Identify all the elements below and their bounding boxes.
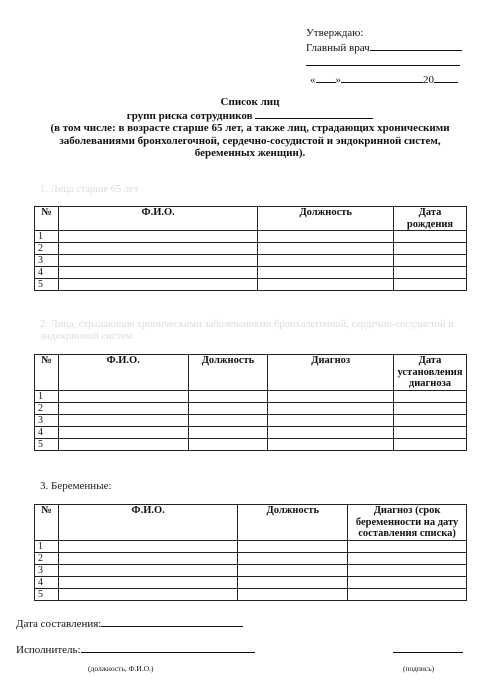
header-number: №	[35, 505, 59, 541]
header-number: №	[35, 207, 59, 231]
chief-name-line	[306, 55, 460, 66]
table-row: 3	[35, 414, 467, 426]
day-line	[316, 72, 336, 83]
approval-block	[306, 27, 462, 87]
table-row: 2	[35, 243, 467, 255]
date-close-quote: »	[335, 74, 341, 86]
section3-heading: 3. Беременные:	[40, 480, 112, 492]
signature-caption: (подпись)	[403, 664, 435, 673]
document-title	[40, 96, 460, 160]
section1-header-row	[35, 207, 467, 231]
section2-table	[34, 354, 467, 451]
table-row: 4	[35, 426, 467, 438]
table-row: 4	[35, 576, 467, 588]
year-line	[434, 72, 458, 83]
table-row: 4	[35, 267, 467, 279]
section2-heading-line-2: эндокринной систем	[40, 331, 133, 342]
table-row: 5	[35, 438, 467, 450]
month-line	[341, 72, 423, 83]
title-line-5: беременных женщин).	[194, 147, 306, 159]
table-row: 2	[35, 402, 467, 414]
table-row: 5	[35, 279, 467, 291]
header-fio: Ф.И.О.	[58, 505, 237, 541]
title-line-3: (в том числе: в возрасте старше 65 лет, а также лиц, страдающих хроническими	[50, 122, 450, 134]
header-diagnosis: Диагноз	[268, 355, 394, 391]
section3-header-row	[35, 505, 467, 541]
executor-row	[16, 642, 255, 656]
section3-table	[34, 504, 467, 601]
organization-blank-line	[255, 109, 373, 119]
section1-heading: 1. Лица старше 65 лет	[40, 184, 139, 195]
section2-heading-line-1: 2. Лица, страдающие хроническими заболеваниями бронхолегочной, сердечно-сосудистой и	[40, 319, 454, 330]
executor-position-line[interactable]	[81, 642, 255, 653]
table-row: 3	[35, 564, 467, 576]
date-open-quote: «	[310, 74, 316, 86]
section2-heading	[40, 319, 470, 343]
table-row: 5	[35, 588, 467, 600]
header-birthdate: Дата рождения	[394, 207, 467, 231]
header-position: Должность	[188, 355, 268, 391]
section2-header-row	[35, 355, 467, 391]
title-line-1: Список лиц	[220, 96, 280, 108]
header-fio: Ф.И.О.	[58, 207, 257, 231]
header-pregnancy-diagnosis: Диагноз (срок беременности на дату составления списка)	[348, 505, 467, 541]
header-fio: Ф.И.О.	[58, 355, 188, 391]
header-position: Должность	[258, 207, 394, 231]
table-row: 3	[35, 255, 467, 267]
year-prefix: 20	[423, 74, 434, 86]
position-caption: (должность, Ф.И.О.)	[88, 664, 154, 673]
signature-line[interactable]	[393, 652, 463, 653]
table-row: 1	[35, 390, 467, 402]
title-line-2: групп риска сотрудников	[40, 109, 460, 123]
chief-doctor-label: Главный врач	[306, 42, 370, 54]
table-row: 2	[35, 552, 467, 564]
header-number: №	[35, 355, 59, 391]
header-diagnosis-date: Дата установления диагноза	[393, 355, 466, 391]
section1-table	[34, 206, 467, 291]
header-position: Должность	[238, 505, 348, 541]
chief-signature-line	[370, 40, 462, 51]
date-compiled-label: Дата составления:	[16, 618, 102, 630]
table-row: 1	[35, 231, 467, 243]
date-compiled-row	[16, 616, 243, 630]
title-line-4: заболеваниями бронхолегочной, сердечно-сосудистой и эндокринной систем,	[59, 134, 441, 147]
date-compiled-line[interactable]	[101, 616, 243, 627]
approve-label: Утверждаю:	[306, 27, 364, 39]
executor-label: Исполнитель:	[16, 644, 81, 656]
table-row: 1	[35, 540, 467, 552]
